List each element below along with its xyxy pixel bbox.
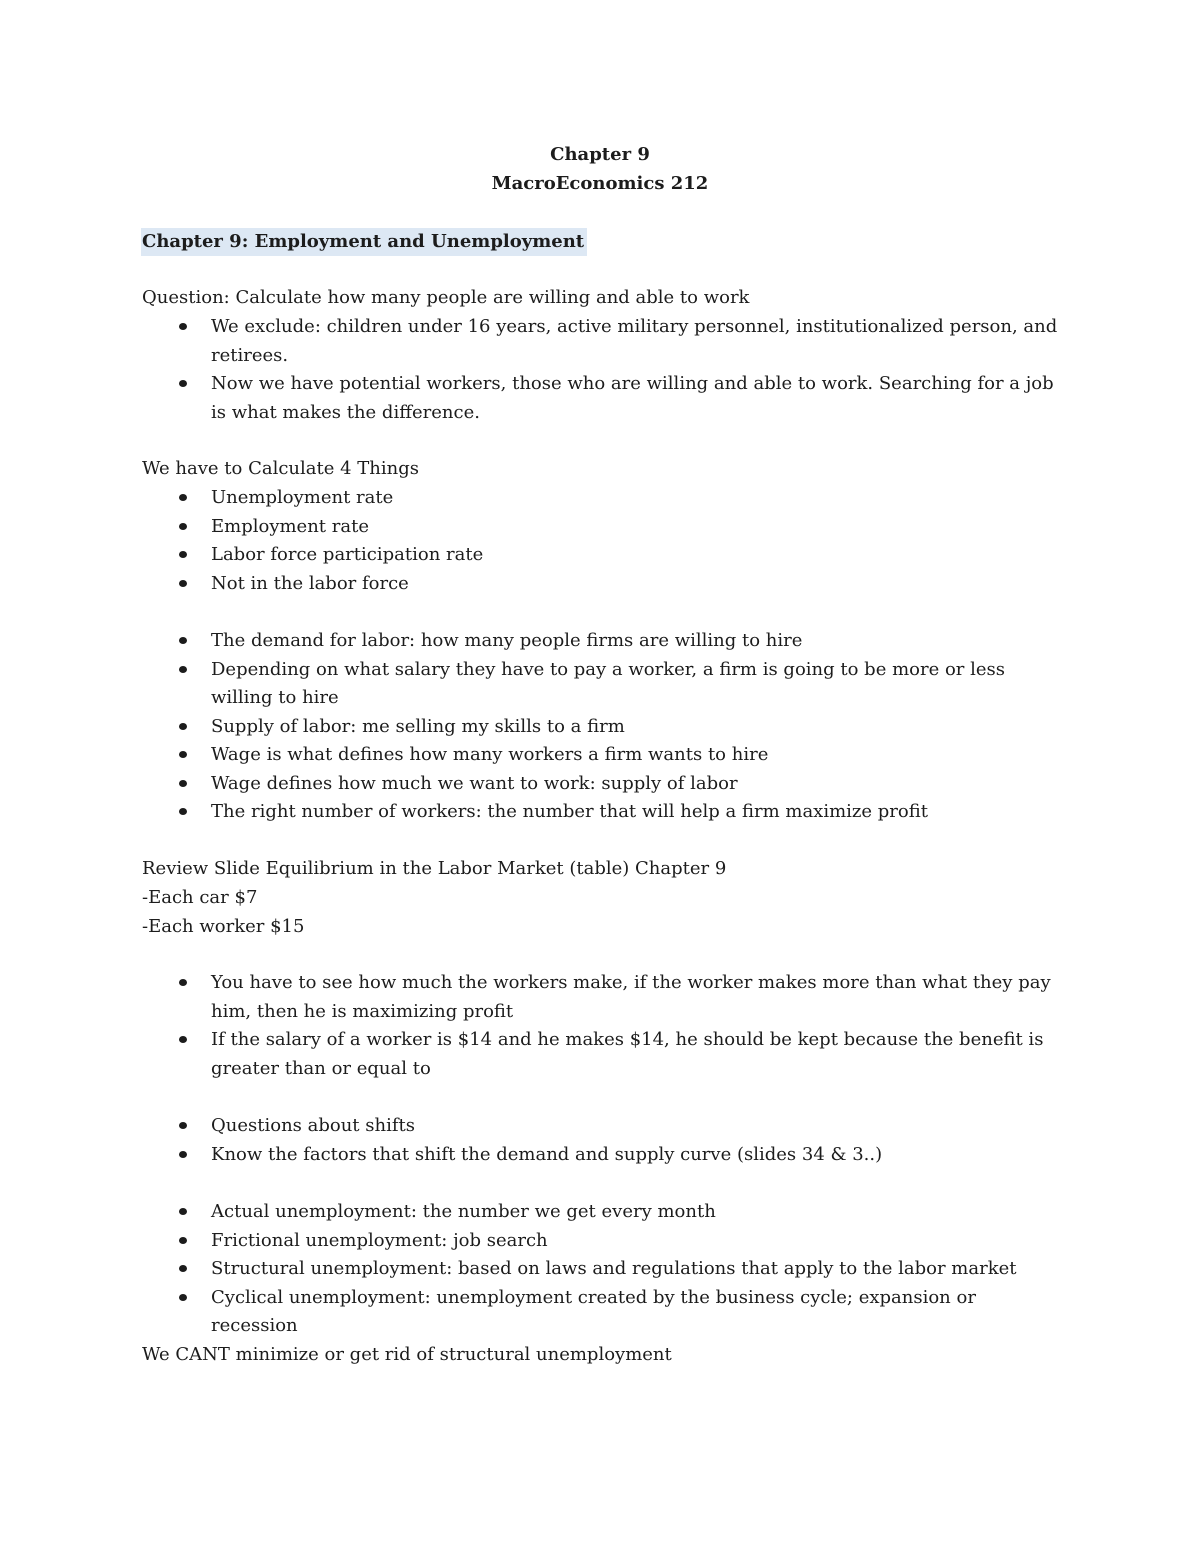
labor-bullet-list [0,627,1061,827]
list-item: Structural unemployment: based on laws and regulations that apply to the labor market [0,1255,1061,1284]
profit-bullet-list [0,969,1061,1083]
calculate-text: We have to Calculate 4 Things [142,458,419,479]
list-item: Supply of labor: me selling my skills to a firm [0,713,1061,742]
list-item: Questions about shifts [0,1112,1061,1141]
list-item: Cyclical unemployment: unemployment created by the business cycle; expansion or recession [0,1284,1061,1341]
conclusion-text: We CANT minimize or get rid of structural unemployment [142,1344,672,1365]
list-item: Know the factors that shift the demand and supply curve (slides 34 & 3..) [0,1141,1061,1170]
review-line: -Each worker $15 [142,916,305,937]
question-bullet-list [0,313,1061,427]
list-item: Actual unemployment: the number we get every month [0,1198,1061,1227]
calculate-bullet-list [0,484,1061,598]
shift-bullet-list [0,1112,1061,1169]
list-item: The right number of workers: the number that will help a firm maximize profit [0,798,1061,827]
list-item: Unemployment rate [0,484,1061,513]
list-item: Wage defines how much we want to work: supply of labor [0,770,1061,799]
list-item: Frictional unemployment: job search [0,1227,1061,1256]
list-item: Depending on what salary they have to pay a worker, a firm is going to be more or less willing to hire [0,656,1061,713]
list-item: Now we have potential workers, those who are willing and able to work. Searching for a job is what makes the difference. [0,370,1061,427]
list-item: Employment rate [0,513,1061,542]
question-text: Question: Calculate how many people are willing and able to work [142,287,750,308]
list-item: The demand for labor: how many people firms are willing to hire [0,627,1061,656]
review-line: Review Slide Equilibrium in the Labor Market (table) Chapter 9 [142,858,727,879]
document-title: Chapter 9 [550,144,650,165]
list-item: Wage is what defines how many workers a firm wants to hire [0,741,1061,770]
unemployment-bullet-list [0,1198,1061,1341]
list-item: If the salary of a worker is $14 and he makes $14, he should be kept because the benefit is greater than or equal to [0,1026,1061,1083]
document-subtitle: MacroEconomics 212 [491,173,709,194]
section-heading: Chapter 9: Employment and Unemployment [141,228,587,256]
list-item: You have to see how much the workers make, if the worker makes more than what they pay him, then he is maximizing profit [0,969,1061,1026]
list-item: Not in the labor force [0,570,1061,599]
list-item: We exclude: children under 16 years, active military personnel, institutionalized person, and retirees. [0,313,1061,370]
list-item: Labor force participation rate [0,541,1061,570]
review-line: -Each car $7 [142,887,258,908]
